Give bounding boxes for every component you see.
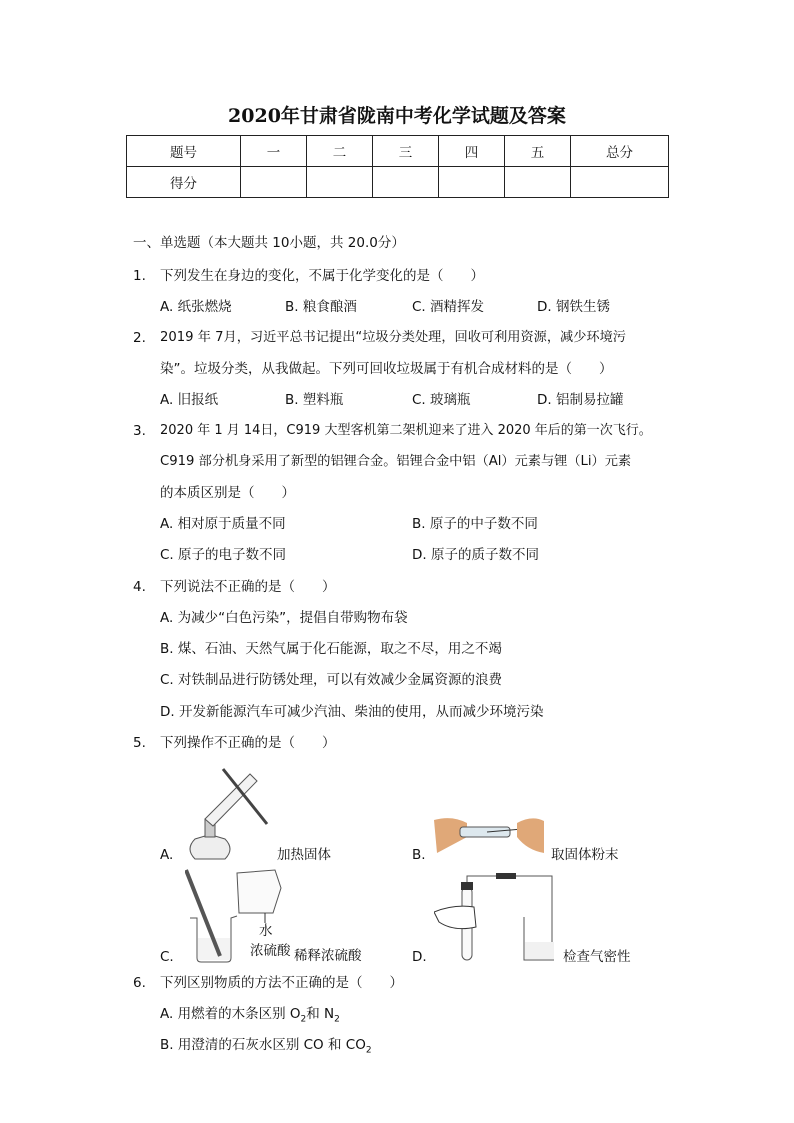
option-text: A. 用燃着的木条区别 O: [160, 1006, 301, 1022]
option: C. 对铁制品进行防锈处理，可以有效减少金属资源的浪费: [160, 672, 503, 688]
option: C. 原子的电子数不同: [160, 547, 287, 563]
option: A. 旧报纸: [160, 392, 219, 408]
question-text: C919 部分机身采用了新型的铝锂合金。铝锂合金中铝（Al）元素与锂（Li）元素: [160, 454, 632, 469]
taking-powder-illustration: [432, 815, 547, 855]
option-caption: 加热固体: [277, 847, 331, 863]
question-text: 下列操作不正确的是（ ）: [160, 735, 336, 751]
option: B. 原子的中子数不同: [412, 516, 538, 532]
label-sulfuric-acid: 浓硫酸: [250, 943, 291, 959]
table-row: [127, 167, 669, 198]
option: D. 铝制易拉罐: [537, 392, 624, 408]
score-cell: [307, 167, 373, 198]
question-text: 染”。垃圾分类，从我做起。下列可回收垃圾属于有机合成材料的是（ ）: [160, 361, 613, 377]
option-letter: D.: [412, 949, 427, 965]
table-header: 四: [439, 136, 505, 167]
option: [160, 1004, 340, 1030]
option-letter: A.: [160, 847, 174, 863]
airtightness-check-illustration: [434, 872, 554, 962]
score-table: [126, 135, 669, 198]
option-letter: C.: [160, 949, 174, 965]
score-cell: [571, 167, 669, 198]
score-cell: [241, 167, 307, 198]
question-text: 2020 年 1 月 14日，C919 大型客机第二架机迎来了进入 2020 年后的第一次飞行。: [160, 423, 652, 438]
option: C. 酒精挥发: [412, 299, 485, 315]
option: D. 原子的质子数不同: [412, 547, 539, 563]
table-header: 一: [241, 136, 307, 167]
option: B. 粮食酿酒: [285, 299, 357, 315]
option-caption: 检查气密性: [563, 949, 631, 965]
question-text: 下列发生在身边的变化，不属于化学变化的是（ ）: [160, 268, 484, 284]
question-number: 3.: [133, 423, 146, 439]
option: C. 玻璃瓶: [412, 392, 471, 408]
option-text: 和 N: [306, 1006, 335, 1022]
option-caption: 取固体粉末: [551, 847, 619, 863]
table-header: 题号: [127, 136, 241, 167]
heating-solid-illustration: [185, 764, 275, 864]
row-label: 得分: [127, 167, 241, 198]
question-number: 6.: [133, 975, 146, 991]
question-text: 的本质区别是（ ）: [160, 485, 295, 501]
option-caption: 稀释浓硫酸: [294, 948, 362, 964]
table-header: 总分: [571, 136, 669, 167]
option: D. 钢铁生锈: [537, 299, 610, 315]
option-text: B. 用澄清的石灰水区别 CO 和 CO: [160, 1037, 366, 1053]
table-header: 三: [373, 136, 439, 167]
score-cell: [373, 167, 439, 198]
question-text: 下列说法不正确的是（ ）: [160, 579, 336, 595]
option: D. 开发新能源汽车可减少汽油、柴油的使用，从而减少环境污染: [160, 704, 544, 720]
option: B. 塑料瓶: [285, 392, 344, 408]
table-header: 二: [307, 136, 373, 167]
question-number: 2.: [133, 330, 146, 346]
score-cell: [505, 167, 571, 198]
option: [160, 1035, 372, 1061]
option: B. 煤、石油、天然气属于化石能源，取之不尽，用之不竭: [160, 641, 502, 657]
question-number: 4.: [133, 579, 146, 595]
option: A. 为减少“白色污染”，提倡自带购物布袋: [160, 610, 408, 626]
subscript: 2: [365, 1045, 372, 1056]
option: A. 纸张燃烧: [160, 299, 232, 315]
table-row: [127, 136, 669, 167]
option: A. 相对原于质量不同: [160, 516, 286, 532]
table-header: 五: [505, 136, 571, 167]
option-letter: B.: [412, 847, 426, 863]
subscript: 2: [300, 1014, 307, 1025]
section-heading: 一、单选题（本大题共 10小题，共 20.0分）: [133, 235, 405, 251]
question-number: 5.: [133, 735, 146, 751]
question-text: 2019 年 7月，习近平总书记提出“垃圾分类处理，回收可利用资源，减少环境污: [160, 330, 626, 345]
question-number: 1.: [133, 268, 146, 284]
subscript: 2: [334, 1014, 340, 1025]
score-cell: [439, 167, 505, 198]
question-text: 下列区别物质的方法不正确的是（ ）: [160, 975, 403, 991]
document-title: 2020年甘肃省陇南中考化学试题及答案: [228, 105, 566, 127]
label-water: 水: [259, 923, 273, 939]
